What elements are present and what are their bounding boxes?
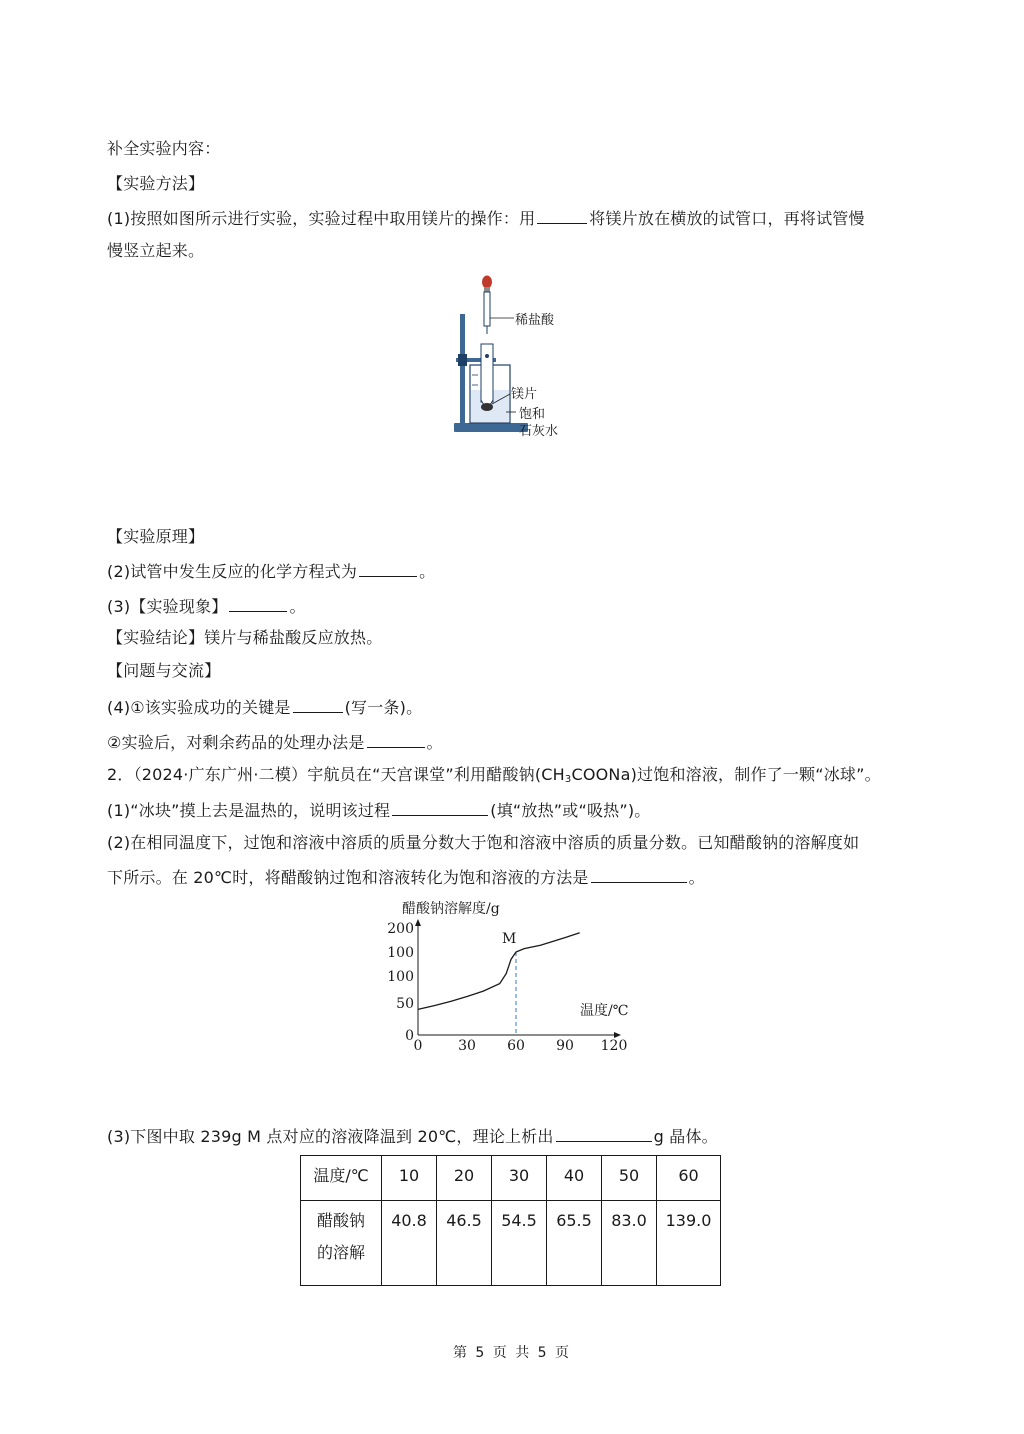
label-acid: 稀盐酸 bbox=[515, 313, 555, 328]
x-tick-label: 90 bbox=[556, 1038, 574, 1054]
test-tube-icon bbox=[481, 344, 493, 406]
q4b-text-after: 。 bbox=[426, 733, 443, 752]
heading-method: 【实验方法】 bbox=[107, 174, 205, 193]
problem-2-q2-line-1: (2)在相同温度下，过饱和溶液中溶质的质量分数大于饱和溶液中溶质的质量分数。已知醋酸钠的溶解度如 bbox=[107, 833, 860, 852]
row-label-line-1: 醋酸钠 bbox=[316, 1211, 365, 1230]
y-tick-label: 100 bbox=[387, 945, 414, 961]
q1-answer-blank[interactable] bbox=[537, 207, 587, 224]
table-temp-cell: 40 bbox=[547, 1156, 602, 1201]
table-value-cell: 54.5 bbox=[492, 1201, 547, 1286]
p2q3-text: (3)下图中取 239g M 点对应的溶液降温到 20℃，理论上析出 bbox=[107, 1127, 554, 1146]
solubility-chart bbox=[380, 895, 640, 1055]
question-4a bbox=[107, 696, 422, 718]
q3-text: (3)【实验现象】 bbox=[107, 597, 228, 616]
p2q2-text-after: 。 bbox=[688, 868, 705, 887]
heading-principle: 【实验原理】 bbox=[107, 527, 205, 546]
question-4b bbox=[107, 731, 443, 753]
q2-text-after: 。 bbox=[419, 562, 436, 581]
y-tick-label: 50 bbox=[396, 996, 414, 1012]
table-row-values bbox=[301, 1201, 721, 1286]
x-tick-label: 30 bbox=[458, 1038, 476, 1054]
solubility-curve bbox=[418, 933, 580, 1010]
p2-subscript: 3 bbox=[564, 774, 572, 785]
table-temp-cell: 50 bbox=[602, 1156, 657, 1201]
p2-text-after: COONa)过饱和溶液，制作了一颗“冰球”。 bbox=[571, 765, 881, 784]
y-tick-label: 200 bbox=[387, 921, 414, 937]
x-tick-label: 0 bbox=[413, 1038, 423, 1054]
x-tick-label: 60 bbox=[507, 1038, 525, 1054]
q4a-text: (4)①该实验成功的关键是 bbox=[107, 698, 291, 717]
label-lime-2: 石灰水 bbox=[519, 424, 559, 439]
problem-2-q3 bbox=[107, 1125, 718, 1147]
q4a-answer-blank[interactable] bbox=[293, 696, 343, 713]
row-label-line-2: 的溶解 bbox=[316, 1243, 365, 1262]
question-3 bbox=[107, 595, 306, 617]
p2-text-before: 2．（2024·广东广州·二模）宇航员在“天宫课堂”利用醋酸钠(CH bbox=[107, 765, 565, 784]
q4a-text-after: (写一条)。 bbox=[344, 698, 423, 717]
solubility-table bbox=[300, 1155, 721, 1286]
x-tick-label: 120 bbox=[600, 1038, 628, 1054]
p2q2-text: 下所示。在 20℃时，将醋酸钠过饱和溶液转化为饱和溶液的方法是 bbox=[107, 868, 589, 887]
table-temp-cell: 10 bbox=[382, 1156, 437, 1201]
question-1-line-2: 慢竖立起来。 bbox=[107, 241, 205, 260]
table-value-cell: 65.5 bbox=[547, 1201, 602, 1286]
y-axis-arrow bbox=[415, 919, 421, 926]
label-magnesium: 镁片 bbox=[511, 387, 538, 402]
chart-xlabel: 温度/℃ bbox=[580, 1003, 629, 1019]
q3-answer-blank[interactable] bbox=[229, 595, 287, 612]
p2q1-answer-blank[interactable] bbox=[392, 799, 488, 816]
table-value-cell: 83.0 bbox=[602, 1201, 657, 1286]
p2q1-text: (1)“冰块”摸上去是温热的，说明该过程 bbox=[107, 801, 391, 820]
table-value-cell: 46.5 bbox=[437, 1201, 492, 1286]
p2q2-answer-blank[interactable] bbox=[591, 866, 687, 883]
y-tick-label: 100 bbox=[387, 969, 414, 985]
question-1-line-1 bbox=[107, 207, 865, 229]
intro-text: 补全实验内容： bbox=[107, 139, 221, 158]
q4b-answer-blank[interactable] bbox=[367, 731, 425, 748]
p2q1-text-after: (填“放热”或“吸热”)。 bbox=[490, 801, 651, 820]
y-tick-label: 0 bbox=[405, 1028, 414, 1044]
table-temp-cell: 20 bbox=[437, 1156, 492, 1201]
problem-2-intro bbox=[107, 765, 881, 790]
q2-answer-blank[interactable] bbox=[359, 560, 417, 577]
p2q3-text-after: g 晶体。 bbox=[653, 1127, 718, 1146]
conclusion: 【实验结论】镁片与稀盐酸反应放热。 bbox=[107, 628, 383, 647]
p2q3-answer-blank[interactable] bbox=[556, 1125, 652, 1142]
table-value-cell: 139.0 bbox=[657, 1201, 721, 1286]
chart-ylabel: 醋酸钠溶解度/g bbox=[402, 901, 500, 917]
table-temp-cell: 60 bbox=[657, 1156, 721, 1201]
q4b-text: ②实验后，对剩余药品的处理办法是 bbox=[107, 733, 365, 752]
apparatus-diagram bbox=[448, 270, 608, 440]
table-header-label: 温度/℃ bbox=[301, 1156, 382, 1201]
page-footer: 第 5 页 共 5 页 bbox=[452, 1345, 572, 1361]
table-row-header bbox=[301, 1156, 721, 1201]
q1-text-before: (1)按照如图所示进行实验，实验过程中取用镁片的操作：用 bbox=[107, 209, 536, 228]
q1-text-after: 将镁片放在横放的试管口，再将试管慢 bbox=[589, 209, 865, 228]
point-m-label: M bbox=[502, 931, 517, 947]
heading-discussion: 【问题与交流】 bbox=[107, 661, 221, 680]
table-value-cell: 40.8 bbox=[382, 1201, 437, 1286]
q2-text: (2)试管中发生反应的化学方程式为 bbox=[107, 562, 358, 581]
dropper-icon bbox=[482, 276, 514, 335]
q3-text-after: 。 bbox=[289, 597, 306, 616]
problem-2-q2-line-2 bbox=[107, 866, 705, 888]
label-lime-1: 饱和 bbox=[519, 407, 546, 422]
problem-2-q1 bbox=[107, 799, 651, 821]
table-row-label bbox=[301, 1201, 382, 1286]
question-2 bbox=[107, 560, 435, 582]
table-temp-cell: 30 bbox=[492, 1156, 547, 1201]
